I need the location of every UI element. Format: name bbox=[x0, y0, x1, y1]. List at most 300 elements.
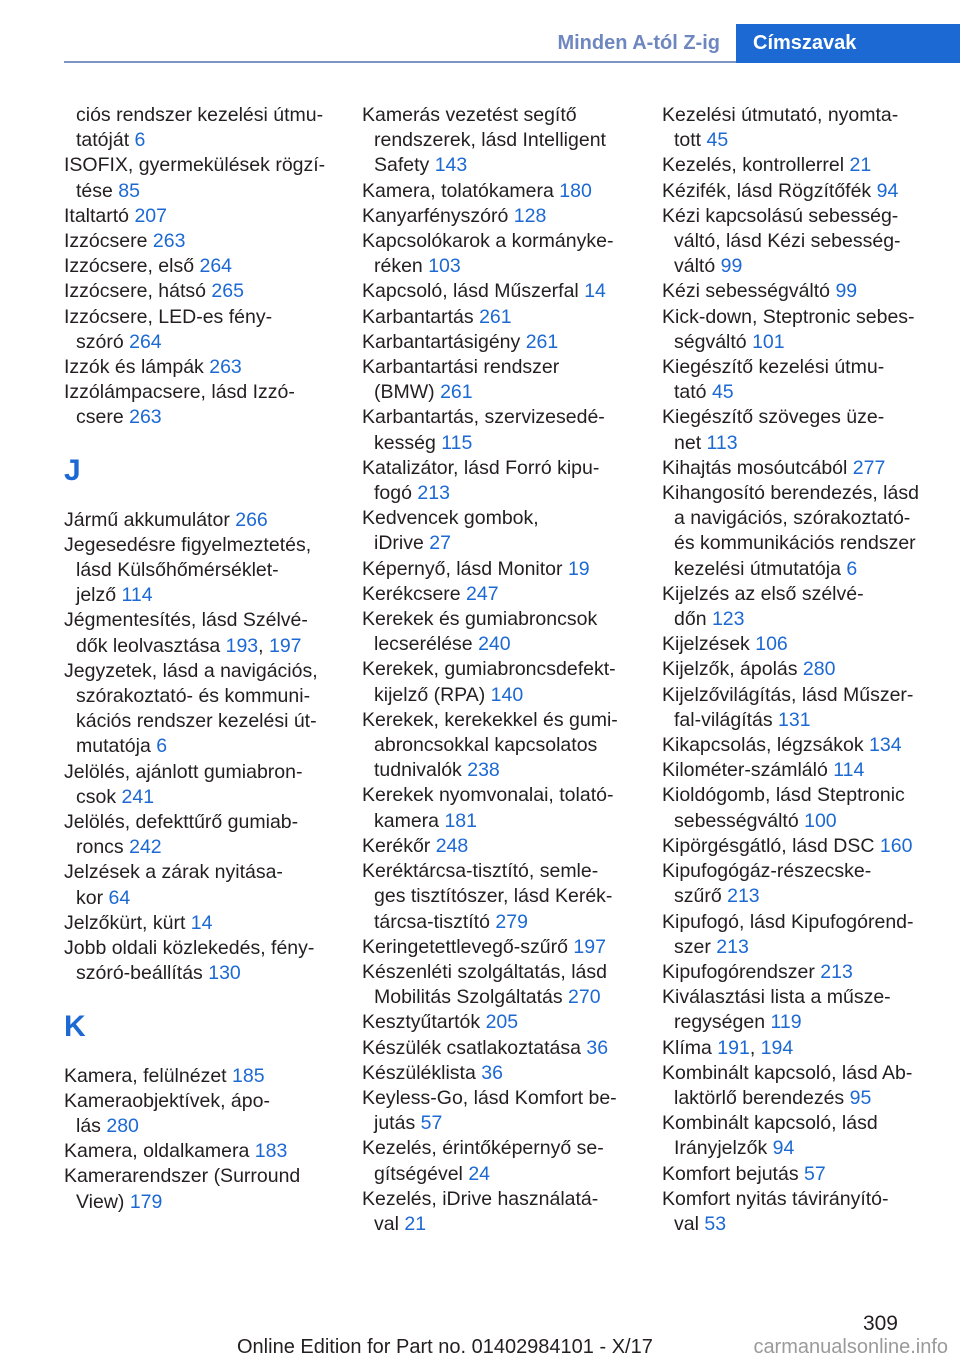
index-entry-text: (BMW) bbox=[374, 381, 441, 404]
index-entry-text: ciós rendszer kezelési útmu- bbox=[76, 104, 324, 126]
index-entry bbox=[362, 1061, 638, 1086]
index-entry bbox=[662, 103, 952, 153]
index-entry-text: Jelölés, defekttűrő gumiab- bbox=[64, 811, 299, 834]
index-entry-text: val bbox=[374, 1212, 405, 1235]
index-entry bbox=[662, 632, 952, 657]
index-entry bbox=[662, 1187, 952, 1237]
index-entry bbox=[362, 1010, 638, 1035]
page-reference-link[interactable]: 99 bbox=[720, 255, 743, 278]
index-entry-line bbox=[64, 1114, 340, 1139]
index-entry bbox=[362, 1086, 638, 1136]
page-reference-link[interactable]: 45 bbox=[706, 129, 729, 152]
index-entry-text: gítségével bbox=[374, 1162, 469, 1185]
page-reference-link[interactable]: 193 bbox=[225, 634, 259, 657]
index-entry-text: kijelző (RPA) bbox=[374, 683, 491, 706]
page-reference-link[interactable]: 213 bbox=[727, 885, 760, 908]
index-entry-text: Komfort bejutás bbox=[662, 1162, 804, 1185]
page-reference-link[interactable]: 57 bbox=[803, 1162, 826, 1185]
index-entry-line bbox=[362, 607, 638, 632]
index-entry-line bbox=[662, 758, 952, 783]
index-entry bbox=[64, 103, 340, 153]
index-entry-line bbox=[662, 153, 952, 178]
index-entry-text: szűrő bbox=[674, 885, 728, 908]
index-entry-text: Klíma bbox=[662, 1036, 718, 1059]
index-entry-line bbox=[64, 153, 340, 178]
index-entry-text: net bbox=[674, 431, 707, 454]
index-entry bbox=[64, 355, 340, 380]
index-entry bbox=[362, 456, 638, 506]
index-entry-line bbox=[662, 405, 952, 430]
index-entry-text: Kiválasztási lista a műsze- bbox=[662, 986, 891, 1009]
page-reference-link[interactable]: 277 bbox=[852, 456, 886, 479]
page-reference-link[interactable]: 24 bbox=[468, 1162, 491, 1185]
page-reference-link[interactable]: 131 bbox=[778, 708, 811, 731]
page-reference-link[interactable]: 119 bbox=[770, 1011, 802, 1034]
section-letter: J bbox=[64, 453, 81, 487]
page-reference-link[interactable]: 263 bbox=[129, 406, 162, 429]
index-entry-text: Italtartó bbox=[64, 204, 135, 227]
index-entry-line bbox=[362, 1162, 638, 1187]
index-entry-text: dőn bbox=[674, 608, 712, 631]
index-entry-line bbox=[362, 582, 638, 607]
index-entry-text: Kipufogógáz-részecske- bbox=[662, 860, 872, 883]
index-entry-text: Karbantartási rendszer bbox=[362, 356, 560, 379]
index-entry bbox=[64, 229, 340, 254]
index-entry-line bbox=[662, 254, 952, 279]
index-entry-line bbox=[64, 634, 340, 659]
page-reference-separator: , bbox=[258, 634, 269, 657]
index-entry-line bbox=[362, 229, 638, 254]
page-reference-link[interactable]: 265 bbox=[211, 280, 244, 303]
index-entry-text: Kamera, felülnézet bbox=[64, 1064, 233, 1087]
page-reference-link[interactable]: 240 bbox=[478, 633, 511, 656]
index-entry-line bbox=[662, 834, 952, 859]
index-entry bbox=[64, 860, 340, 910]
page-reference-link[interactable]: 36 bbox=[586, 1036, 609, 1059]
index-entry-line bbox=[362, 204, 638, 229]
index-entry-text: Safety bbox=[374, 154, 435, 177]
index-entry bbox=[662, 758, 952, 783]
index-entry-text: Irányjelzők bbox=[674, 1137, 773, 1160]
page-reference-link[interactable]: 185 bbox=[232, 1064, 265, 1087]
index-entry-line bbox=[64, 785, 340, 810]
index-entry-line bbox=[662, 632, 952, 657]
index-entry-line bbox=[662, 783, 952, 808]
index-entry-text: roncs bbox=[76, 836, 130, 859]
page-reference-link[interactable]: 45 bbox=[711, 381, 734, 404]
index-entry-line bbox=[64, 330, 340, 355]
index-entry-line bbox=[662, 733, 952, 758]
page-reference-link[interactable]: 103 bbox=[428, 255, 461, 278]
page-reference-link[interactable]: 130 bbox=[208, 962, 241, 985]
index-entry-line bbox=[362, 330, 638, 355]
index-entry bbox=[64, 533, 340, 609]
index-entry-line bbox=[662, 884, 952, 909]
page-reference-link[interactable]: 140 bbox=[490, 683, 524, 706]
page-reference-link[interactable]: 27 bbox=[429, 532, 451, 555]
index-entry-line bbox=[662, 456, 952, 481]
index-entry-text: Jegyzetek, lásd a navigációs, bbox=[64, 659, 318, 682]
index-entry-text: lecserélése bbox=[374, 633, 479, 656]
index-entry-line bbox=[662, 103, 952, 128]
index-entry bbox=[362, 859, 638, 935]
index-entry-line bbox=[662, 431, 952, 456]
index-entry-line bbox=[362, 733, 638, 758]
page-reference-link[interactable]: 263 bbox=[209, 356, 242, 379]
index-entry bbox=[662, 481, 952, 582]
index-entry-line bbox=[64, 583, 340, 608]
page-reference-link[interactable]: 6 bbox=[156, 735, 168, 758]
index-entry-line bbox=[362, 1036, 638, 1061]
page-reference-link[interactable]: 197 bbox=[268, 634, 302, 657]
index-entry-line bbox=[362, 481, 638, 506]
index-entry-line bbox=[362, 859, 638, 884]
index-entry-line bbox=[64, 508, 340, 533]
edition-footer: Online Edition for Part no. 01402984101 - X/17 bbox=[237, 1336, 653, 1358]
page-reference-link[interactable]: 21 bbox=[849, 154, 872, 177]
index-entry-line bbox=[662, 607, 952, 632]
page-reference-link[interactable]: 280 bbox=[106, 1114, 139, 1137]
index-entry-line bbox=[662, 960, 952, 985]
page-reference-link[interactable]: 181 bbox=[444, 809, 477, 832]
page-reference-link[interactable]: 94 bbox=[876, 179, 899, 202]
index-entry-text: rendszerek, lásd Intelligent bbox=[374, 129, 606, 152]
index-entry-text: váltó, lásd Kézi sebesség- bbox=[674, 230, 901, 253]
index-entry bbox=[362, 1036, 638, 1061]
index-entry-line bbox=[64, 936, 340, 961]
index-entry-text: a navigációs, szórakoztató- bbox=[674, 507, 911, 530]
index-entry-line bbox=[362, 405, 638, 430]
index-entry bbox=[362, 708, 638, 784]
index-entry-line bbox=[662, 910, 952, 935]
index-entry-text: Kihajtás mosóutcából bbox=[662, 456, 853, 479]
index-entry-text: Kijelzések bbox=[662, 633, 756, 656]
index-entry bbox=[662, 204, 952, 280]
index-entry-line bbox=[362, 708, 638, 733]
index-entry-line bbox=[662, 1061, 952, 1086]
index-entry bbox=[662, 859, 952, 909]
index-entry-line bbox=[362, 884, 638, 909]
page-reference-link[interactable]: 197 bbox=[573, 935, 606, 958]
index-entry bbox=[64, 153, 340, 203]
index-entry-text: mutatója bbox=[76, 735, 157, 758]
index-entry bbox=[362, 582, 638, 607]
index-entry-text: Kerékőr bbox=[362, 834, 436, 857]
index-entry-text: Keyless-Go, lásd Komfort be- bbox=[362, 1086, 617, 1109]
index-entry-text: jutás bbox=[374, 1112, 421, 1135]
page-reference-link[interactable]: 180 bbox=[559, 179, 592, 202]
index-entry-text: Készüléklista bbox=[362, 1061, 482, 1084]
index-entry-text: kációs rendszer kezelési út- bbox=[76, 710, 317, 733]
index-entry bbox=[362, 783, 638, 833]
index-entry-text: Izzólámpacsere, lásd Izzó- bbox=[64, 381, 295, 404]
index-entry-line bbox=[64, 103, 340, 128]
index-entry bbox=[362, 657, 638, 707]
page-reference-link[interactable]: 113 bbox=[706, 431, 738, 454]
index-entry bbox=[362, 305, 638, 330]
page-number: 309 bbox=[862, 1312, 898, 1335]
page-reference-link[interactable]: 101 bbox=[752, 330, 785, 353]
index-entry-text: Kick-down, Steptronic sebes- bbox=[662, 305, 915, 328]
index-entry-text: iDrive bbox=[374, 532, 430, 555]
index-entry-text: réken bbox=[374, 255, 429, 278]
index-entry-text: Jegesedésre figyelmeztetés, bbox=[64, 533, 312, 556]
index-entry-line bbox=[64, 835, 340, 860]
index-entry-line bbox=[362, 153, 638, 178]
index-column-2 bbox=[362, 103, 638, 1237]
index-entry-line bbox=[362, 179, 638, 204]
page-reference-link[interactable]: 100 bbox=[804, 809, 837, 832]
page-reference-link[interactable]: 261 bbox=[479, 305, 512, 328]
page-reference-link[interactable]: 115 bbox=[441, 431, 473, 454]
index-entry-text: Izzócsere, LED-es fény- bbox=[64, 305, 273, 328]
page-reference-link[interactable]: 179 bbox=[129, 1190, 163, 1213]
index-entry bbox=[64, 254, 340, 279]
page-reference-link[interactable]: 241 bbox=[121, 785, 155, 808]
index-entry-text: Jelzések a zárak nyitása- bbox=[64, 861, 283, 884]
page-reference-link[interactable]: 160 bbox=[879, 834, 913, 857]
index-entry-text: Kerekek, kerekekkel és gumi- bbox=[362, 708, 618, 731]
index-entry-line bbox=[362, 128, 638, 153]
page-reference-link[interactable]: 183 bbox=[254, 1140, 288, 1163]
index-entry-line bbox=[362, 1136, 638, 1161]
page-reference-link[interactable]: 6 bbox=[134, 129, 146, 152]
watermark: carmanualsonline.info bbox=[753, 1336, 948, 1358]
page-reference-link[interactable]: 106 bbox=[755, 633, 788, 656]
index-entry-line bbox=[362, 103, 638, 128]
index-entry-line bbox=[662, 305, 952, 330]
index-entry bbox=[64, 204, 340, 229]
page-reference-link[interactable]: 94 bbox=[772, 1137, 795, 1160]
page-reference-link[interactable]: 194 bbox=[760, 1036, 794, 1059]
index-column-3 bbox=[662, 103, 952, 1237]
index-entry bbox=[662, 657, 952, 682]
index-entry-text: Karbantartás bbox=[362, 305, 480, 328]
page-reference-link[interactable]: 123 bbox=[711, 608, 745, 631]
index-entry-line bbox=[362, 960, 638, 985]
page-reference-link[interactable]: 53 bbox=[704, 1212, 727, 1235]
index-entry-line bbox=[662, 179, 952, 204]
index-entry-line bbox=[362, 456, 638, 481]
index-entry-text: tése bbox=[76, 179, 119, 202]
index-entry-text: Kamerás vezetést segítő bbox=[362, 104, 577, 126]
page-reference-link[interactable]: 248 bbox=[435, 834, 469, 857]
index-entry-line bbox=[362, 1187, 638, 1212]
page-reference-link[interactable]: 114 bbox=[833, 759, 865, 782]
page-reference-separator: , bbox=[749, 1036, 761, 1059]
page-reference-link[interactable]: 14 bbox=[190, 911, 213, 934]
index-entry-line bbox=[662, 708, 952, 733]
index-entry bbox=[662, 1111, 952, 1161]
index-entry bbox=[64, 508, 340, 533]
index-entry-line bbox=[64, 179, 340, 204]
index-entry-text: csok bbox=[76, 785, 122, 808]
index-entry-line bbox=[362, 657, 638, 682]
page-reference-link[interactable]: 213 bbox=[716, 935, 749, 958]
index-entry-text: Kiegészítő szöveges üze- bbox=[662, 406, 885, 429]
index-entry bbox=[662, 279, 952, 304]
index-entry-line bbox=[64, 760, 340, 785]
index-entry-text: ISOFIX, gyermekülések rögzí- bbox=[64, 154, 326, 177]
index-entry bbox=[662, 405, 952, 455]
page-reference-link[interactable]: 261 bbox=[440, 381, 473, 404]
index-entry-text: Kihangosító berendezés, lásd bbox=[662, 482, 919, 505]
index-entry-line bbox=[662, 1010, 952, 1035]
page-reference-link[interactable]: 85 bbox=[118, 179, 140, 202]
index-entry bbox=[64, 279, 340, 304]
page-reference-link[interactable]: 143 bbox=[434, 154, 468, 177]
index-entry-text: dők leolvasztása bbox=[76, 634, 226, 657]
index-entry-line bbox=[64, 1190, 340, 1215]
index-entry-text: Kameraobjektívek, ápo- bbox=[64, 1089, 270, 1112]
index-entry-text: szóró bbox=[76, 330, 130, 353]
page-reference-link[interactable]: 207 bbox=[134, 204, 167, 227]
index-entry-text: Kombinált kapcsoló, lásd Ab- bbox=[662, 1061, 913, 1084]
index-entry-text: szórakoztató- és kommuni- bbox=[76, 685, 311, 708]
index-entry-text: Izzócsere, hátsó bbox=[64, 280, 212, 303]
index-entry-text: Kamera, oldalkamera bbox=[64, 1140, 255, 1163]
index-entry bbox=[662, 733, 952, 758]
index-entry-line bbox=[662, 1136, 952, 1161]
header-section-title: Minden A-tól Z-ig bbox=[557, 32, 720, 54]
index-entry-text: Kipörgésgátló, lásd DSC bbox=[662, 834, 880, 857]
page-reference-link[interactable]: 263 bbox=[152, 230, 186, 253]
index-entry-text: szóró-beállítás bbox=[76, 962, 209, 985]
index-entry-line bbox=[662, 1212, 952, 1237]
index-entry-line bbox=[662, 557, 952, 582]
page-reference-link[interactable]: 114 bbox=[121, 584, 153, 607]
index-entry-text: Karbantartásigény bbox=[362, 330, 526, 353]
index-entry bbox=[362, 204, 638, 229]
index-entry-text: Komfort nyitás távirányító- bbox=[662, 1187, 889, 1210]
index-entry bbox=[362, 935, 638, 960]
index-entry-line bbox=[362, 783, 638, 808]
index-entry bbox=[64, 760, 340, 810]
index-entry-line bbox=[662, 809, 952, 834]
index-entry bbox=[362, 1187, 638, 1237]
index-entry-text: Kapcsolókarok a kormányke- bbox=[362, 230, 614, 253]
index-entry-line bbox=[64, 1064, 340, 1089]
index-entry bbox=[362, 330, 638, 355]
index-entry-text: Kiegészítő kezelési útmu- bbox=[662, 356, 885, 379]
index-entry-text: Kesztyűtartók bbox=[362, 1011, 486, 1034]
index-entry bbox=[362, 607, 638, 657]
index-entry-text: Kanyarfényszóró bbox=[362, 204, 514, 227]
index-entry-line bbox=[64, 684, 340, 709]
index-entry-text: Izzócsere, első bbox=[64, 255, 200, 278]
page-reference-link[interactable]: 134 bbox=[869, 734, 902, 757]
index-entry-text: Katalizátor, lásd Forró kipu- bbox=[362, 456, 600, 479]
index-entry-line bbox=[64, 860, 340, 885]
index-entry-line bbox=[362, 935, 638, 960]
index-entry-line bbox=[662, 1162, 952, 1187]
index-entry-text: Izzók és lámpák bbox=[64, 356, 210, 379]
page-reference-link[interactable]: 99 bbox=[835, 280, 858, 303]
index-entry-line bbox=[362, 1010, 638, 1035]
index-entry-line bbox=[64, 254, 340, 279]
index-entry-text: Kamera, tolatókamera bbox=[362, 179, 560, 202]
index-entry-line bbox=[362, 632, 638, 657]
index-entry-text: Kikapcsolás, légzsákok bbox=[662, 734, 870, 757]
index-entry bbox=[64, 608, 340, 658]
index-entry-line bbox=[662, 380, 952, 405]
index-entry bbox=[362, 960, 638, 1010]
index-entry-line bbox=[362, 380, 638, 405]
page-reference-link[interactable]: 19 bbox=[567, 557, 590, 580]
page-reference-link[interactable]: 264 bbox=[129, 330, 162, 353]
page-reference-link[interactable]: 261 bbox=[525, 330, 559, 353]
page-reference-link[interactable]: 57 bbox=[420, 1112, 443, 1135]
index-entry-text: lás bbox=[76, 1114, 107, 1137]
page-reference-link[interactable]: 36 bbox=[481, 1061, 503, 1084]
index-entry-line bbox=[662, 985, 952, 1010]
page-reference-link[interactable]: 280 bbox=[802, 658, 836, 681]
page-reference-link[interactable]: 6 bbox=[846, 557, 858, 580]
index-entry-text: fogó bbox=[374, 482, 418, 505]
index-entry bbox=[362, 834, 638, 859]
index-entry bbox=[64, 1164, 340, 1214]
page-reference-link[interactable]: 213 bbox=[417, 482, 450, 505]
index-entry-text: Kézi kapcsolású sebesség- bbox=[662, 204, 899, 227]
index-entry-line bbox=[64, 558, 340, 583]
index-entry-line bbox=[362, 531, 638, 556]
index-entry-line bbox=[64, 305, 340, 330]
index-entry-line bbox=[362, 1111, 638, 1136]
index-entry bbox=[662, 582, 952, 632]
index-entry-line bbox=[662, 229, 952, 254]
index-entry-line bbox=[64, 128, 340, 153]
page-reference-link[interactable]: 279 bbox=[495, 910, 528, 933]
index-entry bbox=[362, 279, 638, 304]
page-reference-link[interactable]: 21 bbox=[404, 1212, 427, 1235]
index-entry-text: Izzócsere bbox=[64, 230, 153, 253]
index-entry bbox=[64, 380, 340, 430]
index-entry-text: Kipufogó, lásd Kipufogórend- bbox=[662, 910, 914, 933]
index-entry-line bbox=[662, 657, 952, 682]
index-entry-line bbox=[662, 1086, 952, 1111]
page-reference-link[interactable]: 247 bbox=[466, 582, 499, 605]
index-entry-text: kezelési útmutatója bbox=[674, 557, 847, 580]
index-entry-text: Készenléti szolgáltatás, lásd bbox=[362, 960, 607, 983]
page-reference-link[interactable]: 238 bbox=[467, 759, 500, 782]
index-entry-text: Jelölés, ajánlott gumiabron- bbox=[64, 760, 303, 783]
index-entry-text: Kamerarendszer (Surround bbox=[64, 1165, 301, 1188]
index-entry-text: Kezelési útmutató, nyomta- bbox=[662, 104, 899, 126]
index-entry-text: Jégmentesítés, lásd Szélvé- bbox=[64, 609, 308, 632]
page-reference-link[interactable]: 266 bbox=[235, 508, 268, 531]
index-entry-line bbox=[64, 1164, 340, 1189]
index-entry-line bbox=[662, 1111, 952, 1136]
index-entry bbox=[64, 1139, 340, 1164]
index-entry-line bbox=[362, 683, 638, 708]
page-reference-link[interactable]: 213 bbox=[820, 960, 853, 983]
page-reference-link[interactable]: 14 bbox=[584, 280, 606, 303]
page-reference-link[interactable]: 264 bbox=[199, 255, 233, 278]
index-entry bbox=[662, 305, 952, 355]
page-reference-link[interactable]: 128 bbox=[513, 204, 547, 227]
page-reference-link[interactable]: 191 bbox=[717, 1036, 750, 1059]
page-reference-link[interactable]: 205 bbox=[485, 1011, 519, 1034]
page-reference-link[interactable]: 270 bbox=[568, 986, 601, 1009]
index-entry-line bbox=[662, 1036, 952, 1061]
index-entry-text: Kombinált kapcsoló, lásd bbox=[662, 1112, 878, 1135]
index-entry-text: Kerekek és gumiabroncsok bbox=[362, 608, 598, 631]
index-entry-text: regységen bbox=[674, 1011, 771, 1034]
page-reference-link[interactable]: 242 bbox=[129, 836, 162, 859]
page-reference-link[interactable]: 64 bbox=[108, 886, 131, 909]
index-entry-text: ségváltó bbox=[674, 330, 753, 353]
page-reference-link[interactable]: 95 bbox=[849, 1086, 872, 1109]
